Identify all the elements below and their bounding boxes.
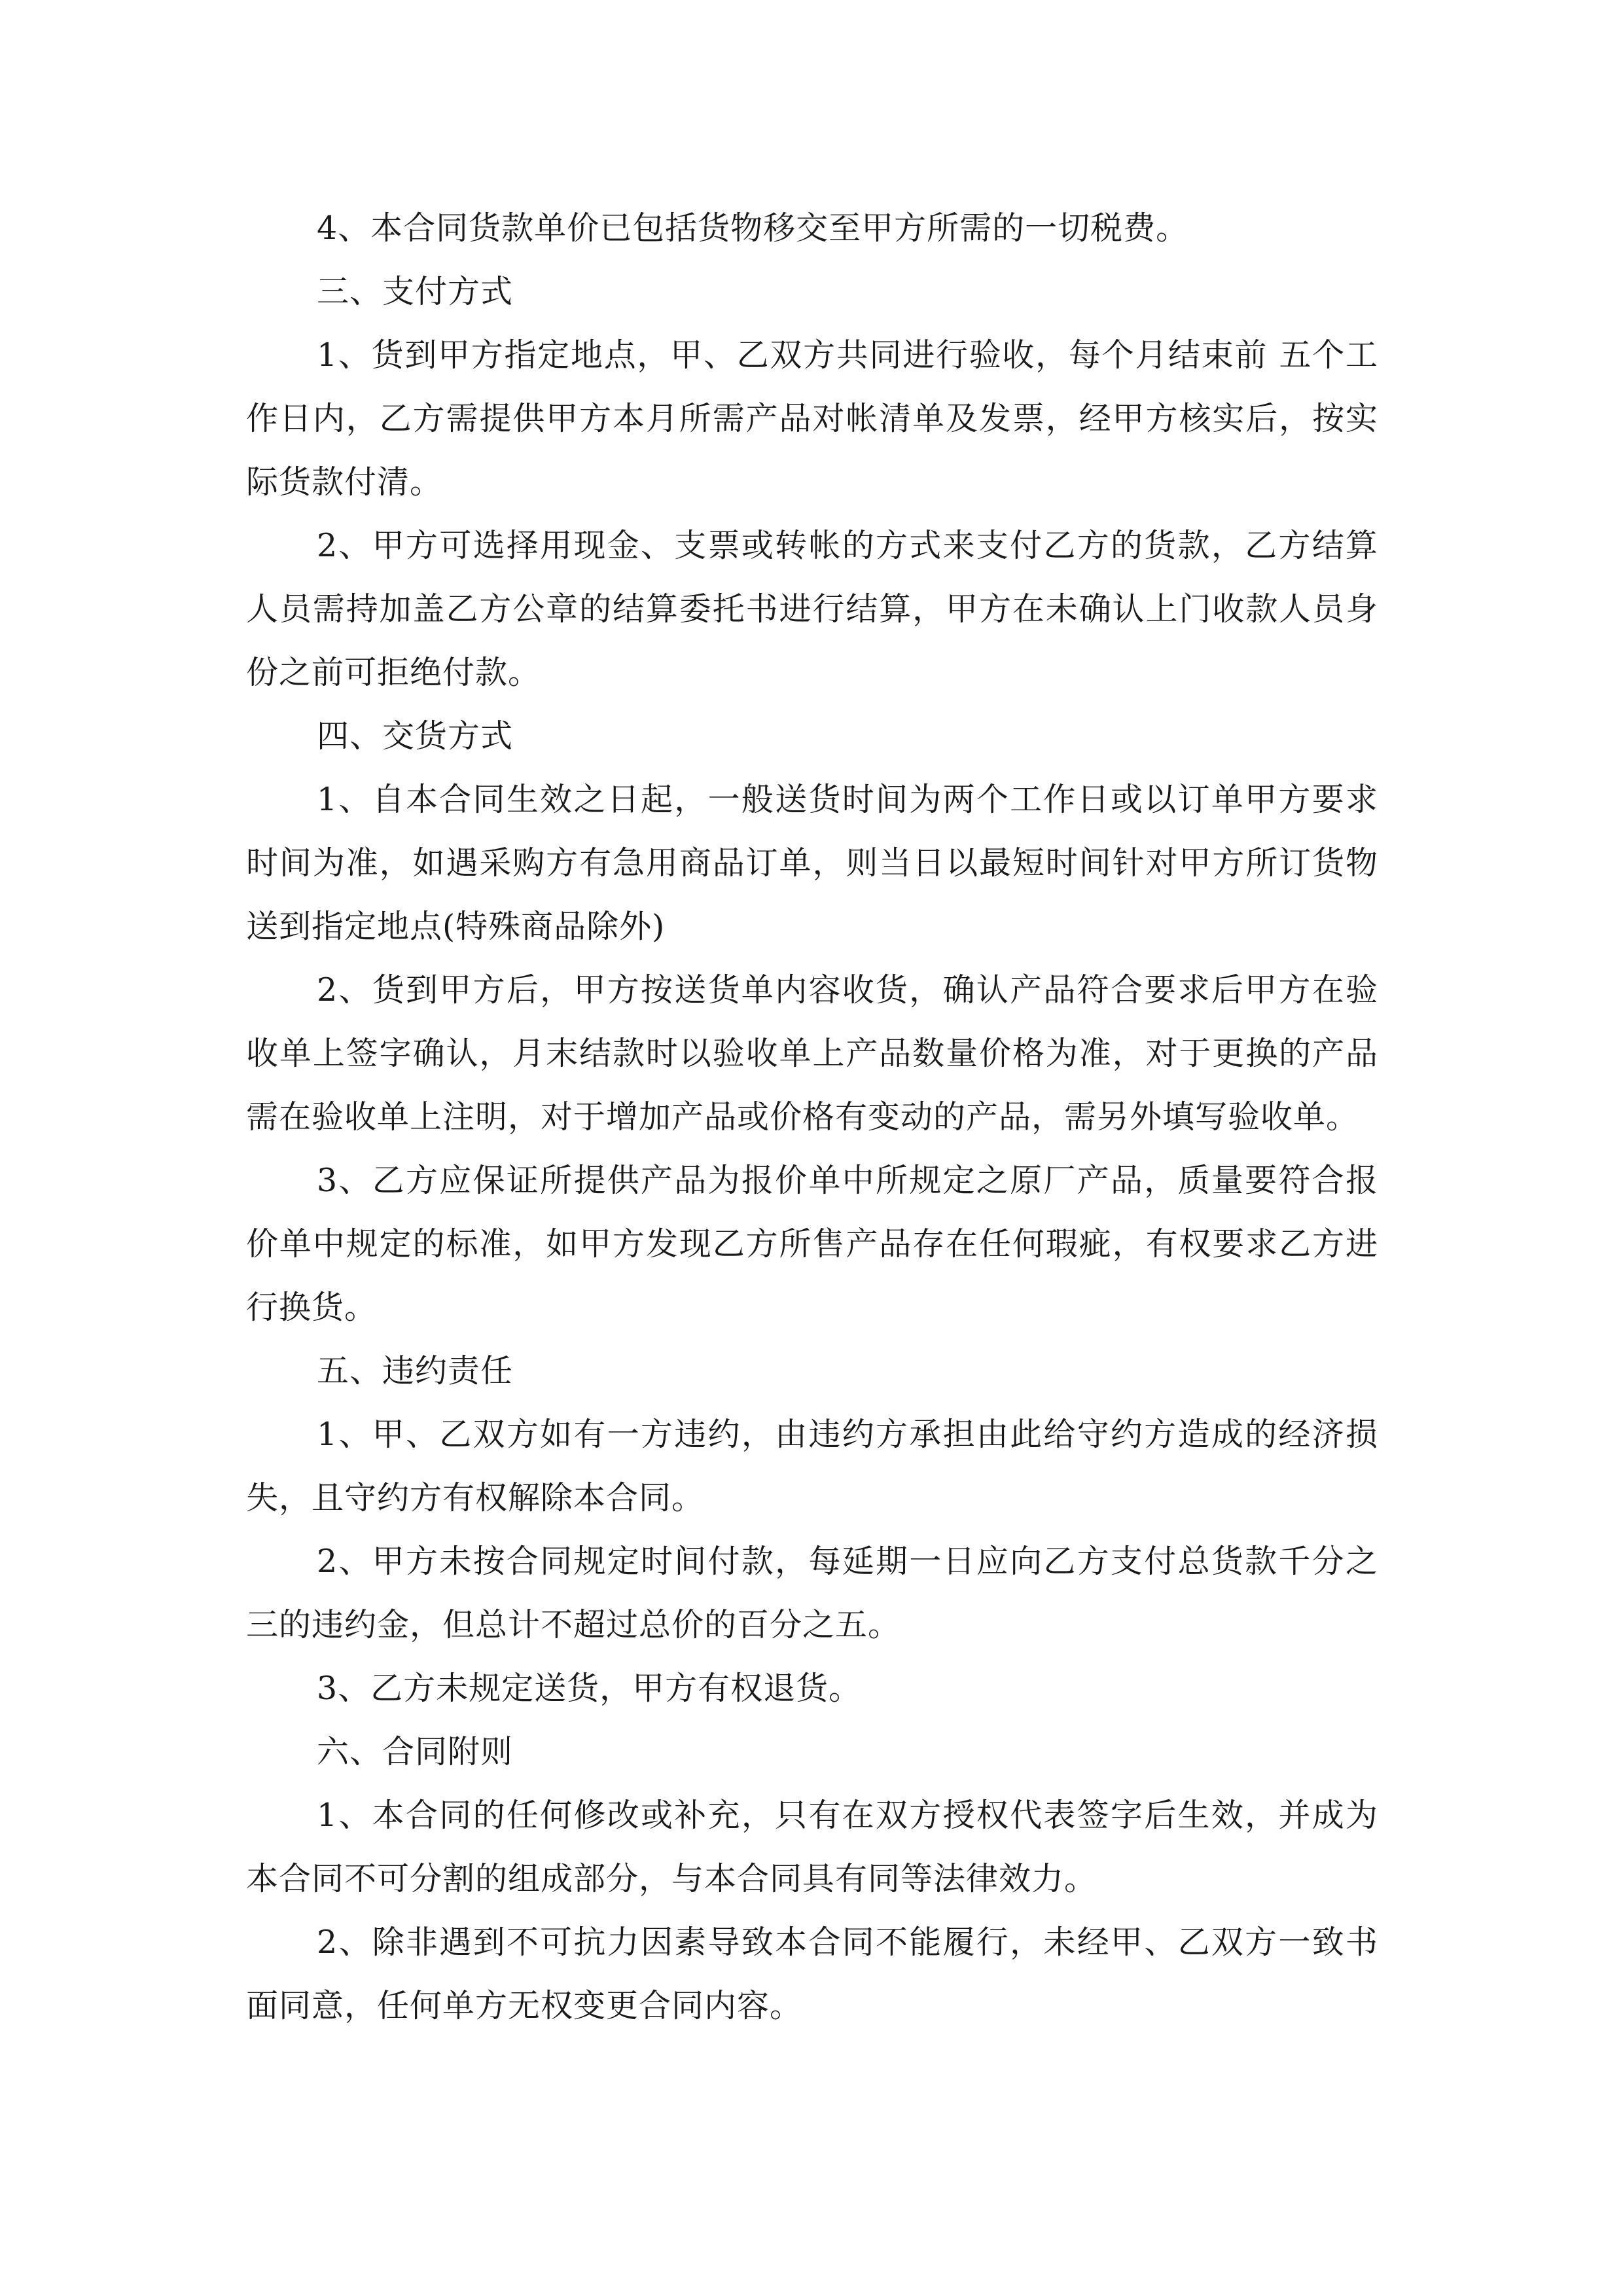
section-heading-supplementary: 六、合同附则 — [317, 1733, 514, 1770]
clause-3-2: 2、甲方可选择用现金、支票或转帐的方式来支付乙方的货款，乙方结算人员需持加盖乙方公章的结算委托书进行结算，甲方在未确认上门收款人员身份之前可拒绝付款。 — [246, 527, 1378, 691]
clause-4-2: 2、货到甲方后，甲方按送货单内容收货，确认产品符合要求后甲方在验收单上签字确认，月末结款时以验收单上产品数量价格为准，对于更换的产品需在验收单上注明，对于增加产品或价格有变动的产品，需另外填写验收单。 — [246, 971, 1378, 1136]
section-heading-liability: 五、违约责任 — [317, 1352, 514, 1390]
clause-5-2: 2、甲方未按合同规定时间付款，每延期一日应向乙方支付总货款千分之三的违约金，但总计不超过总价的百分之五。 — [246, 1543, 1378, 1643]
clause-6-1: 1、本合同的任何修改或补充，只有在双方授权代表签字后生效，并成为本合同不可分割的组成部分，与本合同具有同等法律效力。 — [246, 1797, 1378, 1897]
clause-5-1: 1、甲、乙双方如有一方违约，由违约方承担由此给守约方造成的经济损失，且守约方有权解除本合同。 — [246, 1416, 1378, 1516]
section-heading-delivery: 四、交货方式 — [317, 717, 514, 755]
clause-3-1: 1、货到甲方指定地点，甲、乙双方共同进行验收，每个月结束前 五个工作日内，乙方需提供甲方本月所需产品对帐清单及发票，经甲方核实后，按实际货款付清。 — [246, 336, 1378, 501]
clause-2-4: 4、本合同货款单价已包括货物移交至甲方所需的一切税费。 — [317, 209, 1189, 247]
clause-6-2: 2、除非遇到不可抗力因素导致本合同不能履行，未经甲、乙双方一致书面同意，任何单方无权变更合同内容。 — [246, 1924, 1378, 2024]
section-heading-payment: 三、支付方式 — [317, 273, 514, 310]
clause-5-3: 3、乙方未规定送货，甲方有权退货。 — [317, 1670, 862, 1707]
clause-4-1: 1、自本合同生效之日起，一般送货时间为两个工作日或以订单甲方要求时间为准，如遇采购方有急用商品订单，则当日以最短时间针对甲方所订货物送到指定地点(特殊商品除外) — [246, 781, 1378, 945]
document-body — [246, 196, 1378, 2037]
clause-4-3: 3、乙方应保证所提供产品为报价单中所规定之原厂产品，质量要符合报价单中规定的标准，如甲方发现乙方所售产品存在任何瑕疵，有权要求乙方进行换货。 — [246, 1162, 1378, 1326]
